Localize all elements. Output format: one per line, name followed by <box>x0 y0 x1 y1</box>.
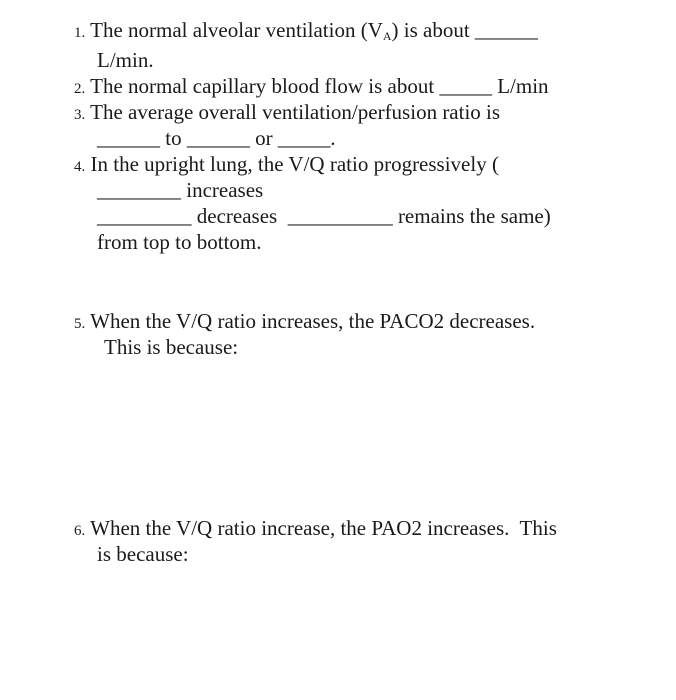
question-3-line-2: ______ to ______ or _____. <box>97 126 336 150</box>
question-1-line-2: L/min. <box>97 48 154 72</box>
question-number: 6. <box>74 523 86 539</box>
question-text: In the upright lung, the V/Q ratio progressively ( <box>90 152 499 176</box>
question-6 <box>74 515 557 544</box>
question-4-line-2: ________ increases <box>97 178 264 202</box>
subscript: A <box>382 29 392 43</box>
question-number: 5. <box>74 316 86 332</box>
question-4-line-3: _________ decreases __________ remains the same) <box>97 204 551 228</box>
question-1 <box>74 17 538 46</box>
question-text: The average overall ventilation/perfusion ratio is <box>90 100 501 124</box>
question-5 <box>74 308 535 337</box>
question-text: When the V/Q ratio increase, the PAO2 increases. This <box>90 516 557 540</box>
question-number: 2. <box>74 81 86 97</box>
question-number: 1. <box>74 25 86 41</box>
question-number: 3. <box>74 107 86 123</box>
question-3 <box>74 99 500 128</box>
question-text: When the V/Q ratio increases, the PACO2 decreases. <box>90 309 536 333</box>
question-2 <box>74 73 549 102</box>
question-4 <box>74 151 499 180</box>
question-4-line-4: from top to bottom. <box>97 230 262 254</box>
question-number: 4. <box>74 159 86 175</box>
question-text-end: ) is about ______ <box>391 18 538 42</box>
question-5-line-2: This is because: <box>104 335 239 359</box>
question-text: The normal capillary blood flow is about _____ L/min <box>90 74 549 98</box>
question-text: The normal alveolar ventilation (V <box>90 18 383 42</box>
question-6-line-2: is because: <box>97 542 189 566</box>
